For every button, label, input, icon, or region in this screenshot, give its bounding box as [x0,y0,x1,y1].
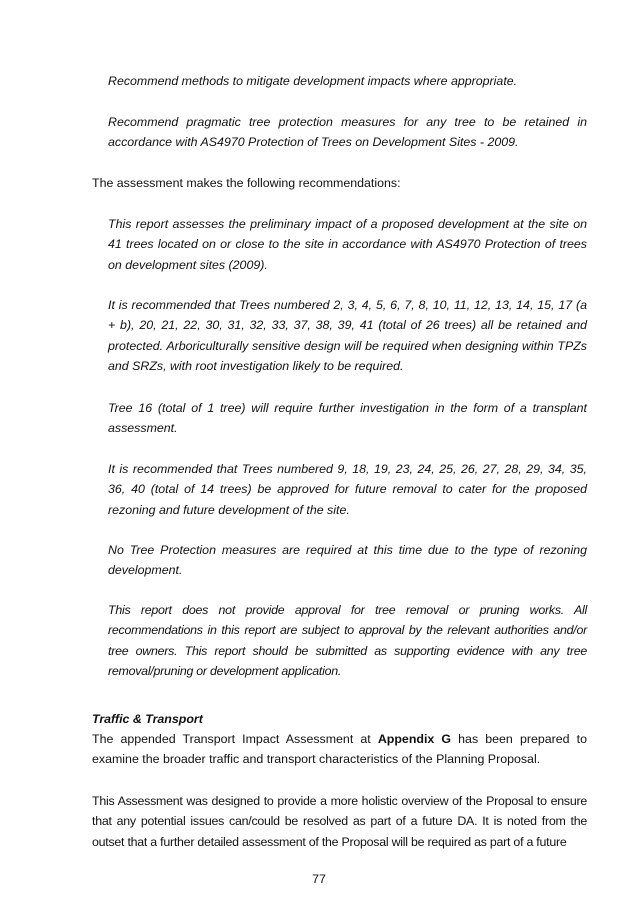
traffic-para1-end: has been prepared to examine the broader traffic and transport characteristics of the Planning Proposal. [92,732,587,767]
recommendation-no-protection: No Tree Protection measures are required at this time due to the type of rezoning development. [108,543,587,578]
traffic-paragraph-1 [92,729,587,770]
recommendation-assessment: This report assesses the preliminary impact of a proposed development at the site on 41 trees located on or close to the site in accordance with AS4970 Protection of trees on development sites (2009). [108,217,587,272]
recommendations-intro: The assessment makes the following recommendations: [92,176,401,190]
recommendation-transplant: Tree 16 (total of 1 tree) will require further investigation in the form of a transplant assessment. [108,401,587,436]
objective-mitigate: Recommend methods to mitigate development impacts where appropriate. [108,74,518,88]
traffic-transport-heading: Traffic & Transport [92,712,203,726]
appendix-g-reference: Appendix G [377,732,452,746]
recommendation-disclaimer: This report does not provide approval for tree removal or pruning works. All recommendations in this report are subject to approval by the relevant authorities and/or tree owners. This report should be submitted as supporting evidence with any tree removal/pruning or development application. [108,603,587,679]
objective-tree-protection: Recommend pragmatic tree protection measures for any tree to be retained in accordance with AS4970 Protection of Trees on Development Sites - 2009. [108,115,587,150]
traffic-paragraph-2: This Assessment was designed to provide a more holistic overview of the Proposal to ensure that any potential issues can/could be resolved as part of a future DA. It is noted from the outset that a further detailed assessment of the Proposal will be required as part of a future [92,794,587,849]
page-number: 77 [312,872,326,886]
recommendation-retain: It is recommended that Trees numbered 2, 3, 4, 5, 6, 7, 8, 10, 11, 12, 13, 14, 15, 17 (a + b), 20, 21, 22, 30, 31, 32, 33, 37, 38, 39, 41 (total of 26 trees) all be retained and protected. Arboriculturally sensitive design will be required when designing within TPZs and SRZs, with root investigation likely to be required. [108,298,587,374]
recommendation-removal: It is recommended that Trees numbered 9, 18, 19, 23, 24, 25, 26, 27, 28, 29, 34, 35, 36, 40 (total of 14 trees) be approved for future removal to cater for the proposed rezoning and future development of the site. [108,462,587,517]
traffic-para1-start: The appended Transport Impact Assessment at [92,732,378,746]
